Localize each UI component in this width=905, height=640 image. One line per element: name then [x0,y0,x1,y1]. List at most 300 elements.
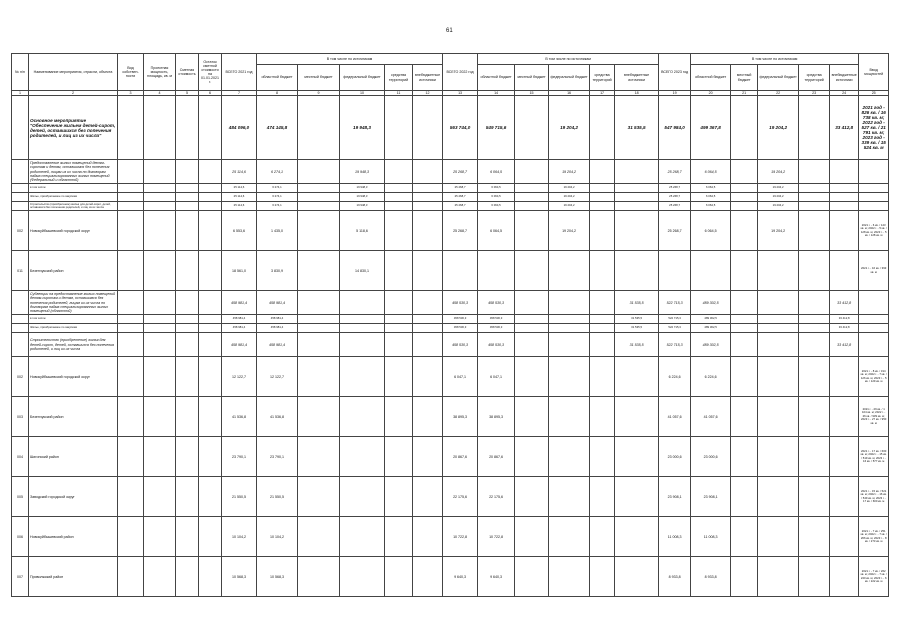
value-cell: 19 948,3 [340,184,385,193]
value-cell: 25 114,6 [222,193,257,202]
value-cell [515,160,549,184]
row-name-cell: Шигонский район [29,437,118,477]
value-cell: 38 895,3 [443,397,478,437]
value-cell [590,477,615,517]
value-cell: 6 224,6 [691,357,731,397]
value-cell: 19 948,3 [340,202,385,211]
value-cell: 011 [12,251,29,291]
value-cell [515,333,549,357]
table-row [12,477,889,517]
value-cell: 549 715,6 [478,96,515,160]
value-cell: 8 933,8 [659,557,691,597]
table-row [12,324,889,333]
value-cell [590,397,615,437]
value-cell [515,211,549,251]
column-number: 12 [413,91,443,96]
value-cell: 14 830,1 [340,251,385,291]
value-cell [515,202,549,211]
value-cell: 6 274,1 [257,193,298,202]
row-name-cell: Основное мероприятие "Обеспечение жильем детей-сирот, детей, оставшихся без попечения родителей, и лиц из их числа" [29,96,118,160]
value-cell [118,251,144,291]
value-cell [385,211,413,251]
value-cell [199,437,222,477]
value-cell: 33 412,8 [830,96,859,160]
header-federal: федеральный бюджет [549,65,590,91]
value-cell [298,291,340,315]
value-cell [590,160,615,184]
row-name-cell: в том числе: [29,184,118,193]
value-cell [298,397,340,437]
value-cell: 458 981,4 [222,291,257,315]
value-cell [176,96,199,160]
value-cell [298,357,340,397]
value-cell [385,160,413,184]
value-cell [385,193,413,202]
value-cell [549,557,590,597]
value-cell [340,315,385,324]
value-cell: 458 981,4 [257,333,298,357]
value-cell [340,324,385,333]
value-cell [413,291,443,315]
value-cell: 19 204,2 [758,211,799,251]
value-cell: 458 530,3 [443,333,478,357]
capacity-cell [859,324,889,333]
value-cell [549,251,590,291]
header-capacity: Проектная мощность, площадь, кв. м [144,54,176,91]
value-cell: 25 268,7 [659,184,691,193]
value-cell: 499 367,8 [691,96,731,160]
header-vnebyudzh: внебюджетные источники [615,65,659,91]
value-cell [199,211,222,251]
value-cell [549,324,590,333]
value-cell [590,315,615,324]
value-cell [298,193,340,202]
value-cell [385,202,413,211]
value-cell [731,437,758,477]
value-cell [199,357,222,397]
value-cell: 6 064,5 [478,202,515,211]
value-cell: 22 175,6 [443,477,478,517]
value-cell [515,324,549,333]
value-cell: 12 122,7 [257,357,298,397]
value-cell [144,397,176,437]
value-cell: 9 640,3 [478,557,515,597]
header-group-2022: В том числе по источникам [478,54,659,65]
value-cell [515,437,549,477]
value-cell [515,517,549,557]
value-cell: 006 [12,517,29,557]
value-cell [413,96,443,160]
value-cell: 22 175,6 [478,477,515,517]
value-cell [515,184,549,193]
value-cell: 522 715,3 [659,315,691,324]
value-cell: 458 981,4 [222,333,257,357]
row-name-cell: Приволжский район [29,557,118,597]
header-mestny: местный бюджет [515,65,549,91]
value-cell [144,202,176,211]
value-cell: 6 047,1 [443,357,478,397]
header-sredstva: средства территорий [385,65,413,91]
value-cell [385,184,413,193]
capacity-cell: 2021 год - 826 кв. / 16 738 кв. м; 2022 год - 527 кв. / 21 791 кв. м; 2023 год - 339 кв. / 15 524 кв. м [859,96,889,160]
value-cell: 474 145,8 [257,96,298,160]
value-cell [590,193,615,202]
value-cell: 25 268,7 [443,184,478,193]
header-total-2021: ВСЕГО 2021 год [222,54,257,91]
value-cell: 10 722,8 [443,517,478,557]
value-cell [340,333,385,357]
value-cell [615,202,659,211]
value-cell [176,202,199,211]
value-cell [385,357,413,397]
value-cell [549,291,590,315]
value-cell [199,517,222,557]
value-cell [590,251,615,291]
value-cell [799,557,830,597]
value-cell: 9 640,3 [443,557,478,597]
value-cell [731,517,758,557]
value-cell [799,251,830,291]
value-cell [340,557,385,597]
value-cell [549,357,590,397]
value-cell [298,160,340,184]
value-cell: 458 530,3 [443,315,478,324]
table-row [12,357,889,397]
value-cell [590,184,615,193]
value-cell [298,477,340,517]
value-cell: 25 114,6 [222,202,257,211]
value-cell: 31 535,5 [615,315,659,324]
value-cell [118,357,144,397]
header-name: Наименование мероприятия, отрасли, объекта [29,54,118,91]
capacity-cell: 2021 г. - 16 кв. / 393 кв. м [859,251,889,291]
value-cell [118,184,144,193]
value-cell [731,324,758,333]
value-cell [799,211,830,251]
value-cell [12,291,29,315]
value-cell [144,333,176,357]
value-cell [758,324,799,333]
header-mestny: местный бюджет [298,65,340,91]
value-cell: 25 268,7 [443,211,478,251]
value-cell [549,397,590,437]
value-cell [799,202,830,211]
value-cell: 6 064,5 [691,160,731,184]
value-cell [12,184,29,193]
value-cell [199,324,222,333]
value-cell [830,251,859,291]
value-cell [144,193,176,202]
value-cell [549,315,590,324]
value-cell: 23 790,1 [257,437,298,477]
value-cell [298,184,340,193]
value-cell [549,477,590,517]
value-cell [144,211,176,251]
value-cell [340,397,385,437]
row-name-cell: Безенчукский район [29,251,118,291]
value-cell [176,160,199,184]
value-cell [118,96,144,160]
column-number: 4 [144,91,176,96]
value-cell [515,96,549,160]
value-cell [731,184,758,193]
value-cell [615,211,659,251]
header-vnebyudzh: внебюджетные источники [413,65,443,91]
value-cell [615,160,659,184]
value-cell [413,160,443,184]
value-cell: 25 268,7 [443,202,478,211]
value-cell: 38 895,3 [478,397,515,437]
value-cell [144,477,176,517]
header-federal: федеральный бюджет [340,65,385,91]
value-cell [413,315,443,324]
value-cell [549,437,590,477]
value-cell [830,357,859,397]
value-cell [590,96,615,160]
row-name-cell: Строительство (приобретение) жилья для детей-сирот, детей, оставшихся без попечения родителей, и лиц из их числа [29,333,118,357]
value-cell: 10 104,2 [222,517,257,557]
value-cell [385,437,413,477]
value-cell: 19 204,2 [549,96,590,160]
value-cell [615,557,659,597]
value-cell [385,517,413,557]
row-name-cell: Безенчукский район [29,397,118,437]
value-cell: 458 530,3 [478,324,515,333]
capacity-cell: 2021 г. - 8 кв. / 314 кв. м; 2022 г. - 7 кв. / 126 кв. м; 2023 г. - 5 кв. / 129 кв. м [859,357,889,397]
value-cell: 25 114,6 [222,184,257,193]
value-cell: 458 530,3 [443,291,478,315]
value-cell [590,517,615,557]
table-row [12,211,889,251]
value-cell: 458 530,3 [478,291,515,315]
column-number: 22 [758,91,799,96]
table-row [12,160,889,184]
value-cell [413,477,443,517]
value-cell [731,333,758,357]
value-cell [176,333,199,357]
value-cell: 004 [12,437,29,477]
value-cell: 6 274,1 [257,202,298,211]
value-cell: 007 [12,557,29,597]
header-num: № п/п [12,54,29,91]
value-cell: 19 204,2 [758,202,799,211]
value-cell: 522 715,3 [659,333,691,357]
value-cell [118,315,144,324]
value-cell [799,477,830,517]
header-mestny: местный бюджет [731,65,758,91]
value-cell [731,477,758,517]
value-cell [590,324,615,333]
value-cell [615,357,659,397]
value-cell [549,333,590,357]
value-cell: 25 268,7 [659,160,691,184]
capacity-cell: 2021 г. - 7 кв. / 251 кв. м; 2022 г. - 7 кв. / 266 кв. м; 2023 г. - 8 кв. / 273 кв. м [859,517,889,557]
value-cell [12,160,29,184]
value-cell [830,202,859,211]
value-cell: 458 530,3 [478,333,515,357]
value-cell [830,477,859,517]
capacity-cell [859,202,889,211]
value-cell [731,211,758,251]
value-cell: 21 550,5 [257,477,298,517]
value-cell [413,357,443,397]
row-name-cell: Субвенции на предоставление жилых помещений детям-сиротам и детям, оставшимся без попечения родителей, лицам из их числа по договорам найма специализированных жилых помещений (областной) [29,291,118,315]
column-number: 25 [859,91,889,96]
table-row [12,202,889,211]
value-cell: 19 204,2 [758,184,799,193]
value-cell: 19 204,2 [758,193,799,202]
value-cell [758,251,799,291]
value-cell [176,357,199,397]
value-cell [830,397,859,437]
value-cell [731,202,758,211]
table-row [12,184,889,193]
value-cell: 005 [12,477,29,517]
value-cell: 33 412,8 [830,333,859,357]
value-cell [385,324,413,333]
value-cell: 458 981,4 [257,324,298,333]
value-cell [176,291,199,315]
value-cell: 25 268,7 [659,211,691,251]
value-cell [413,184,443,193]
value-cell [176,211,199,251]
value-cell [731,193,758,202]
value-cell [590,437,615,477]
value-cell [298,324,340,333]
value-cell [298,333,340,357]
value-cell [590,557,615,597]
value-cell [413,202,443,211]
value-cell [176,193,199,202]
value-cell: 002 [12,211,29,251]
value-cell: 23 000,6 [691,437,731,477]
column-number: 18 [615,91,659,96]
value-cell: 10 104,2 [257,517,298,557]
capacity-cell: 2021 г. - 29 кв. / 1 104 кв. м; 2022 г. - 26 кв. / 939 кв. м; 2023 г. - 27 кв. / 950 кв. м [859,397,889,437]
value-cell [799,324,830,333]
value-cell: 6 064,5 [478,193,515,202]
value-cell: 484 096,0 [222,96,257,160]
value-cell [118,193,144,202]
header-group-2021: В том числе по источникам [257,54,443,65]
value-cell [515,557,549,597]
value-cell: 002 [12,357,29,397]
value-cell [758,517,799,557]
value-cell: 25 114,6 [222,160,257,184]
value-cell: 489 302,5 [691,315,731,324]
value-cell: 41 057,6 [659,397,691,437]
value-cell: 31 535,5 [615,333,659,357]
column-number: 10 [340,91,385,96]
value-cell [830,437,859,477]
table-row [12,251,889,291]
column-number: 24 [830,91,859,96]
column-number: 23 [799,91,830,96]
value-cell [144,315,176,324]
value-cell: 20 867,6 [443,437,478,477]
value-cell [144,251,176,291]
value-cell: 522 715,3 [659,291,691,315]
value-cell: 6 064,5 [478,160,515,184]
value-cell: 5 118,6 [340,211,385,251]
table-row [12,517,889,557]
value-cell [413,193,443,202]
value-cell [12,315,29,324]
value-cell: 11 008,3 [659,517,691,557]
value-cell: 6 274,1 [257,184,298,193]
value-cell [199,477,222,517]
value-cell [298,251,340,291]
value-cell [118,437,144,477]
value-cell [590,202,615,211]
row-name-cell: Строительство (приобретение) жилья для детей-сирот, детей, оставшихся без попечения родителей, и лиц из их числа [29,202,118,211]
value-cell [478,251,515,291]
column-number: 3 [118,91,144,96]
value-cell [199,315,222,324]
value-cell [118,324,144,333]
value-cell [385,333,413,357]
value-cell [731,291,758,315]
value-cell [340,291,385,315]
value-cell: 10 568,3 [257,557,298,597]
value-cell [799,315,830,324]
header-oblast: областной бюджет [257,65,298,91]
value-cell [118,517,144,557]
value-cell: 458 981,4 [257,315,298,324]
value-cell [176,477,199,517]
value-cell [758,557,799,597]
value-cell [731,315,758,324]
column-number: 2 [29,91,118,96]
value-cell: 458 981,4 [222,324,257,333]
header-cost: Сметная стоимость [176,54,199,91]
value-cell: 6 064,5 [691,193,731,202]
value-cell [298,437,340,477]
value-cell: 41 536,8 [222,397,257,437]
value-cell [413,557,443,597]
value-cell: 6 064,5 [478,211,515,251]
value-cell [731,397,758,437]
value-cell: 19 948,3 [340,96,385,160]
column-number: 5 [176,91,199,96]
value-cell [12,202,29,211]
value-cell: 19 948,3 [340,160,385,184]
capacity-cell: 2021 г. - 7 кв. / 262 кв. м; 2022 г. - 7 кв. / 240 кв. м; 2023 г. - 6 кв. / 222 кв. м [859,557,889,597]
value-cell: 6 064,5 [691,211,731,251]
value-cell [385,397,413,437]
row-name-cell: Жилье, приобретаемое по закупкам [29,324,118,333]
value-cell [515,193,549,202]
capacity-cell [859,160,889,184]
value-cell: 6 064,5 [691,202,731,211]
value-cell [12,324,29,333]
value-cell: 25 268,7 [659,202,691,211]
value-cell [118,202,144,211]
header-remaining: Остаток сметной стоимости на 01.01.2021 г. [199,54,222,91]
value-cell [830,193,859,202]
value-cell [590,291,615,315]
value-cell [176,517,199,557]
value-cell [144,324,176,333]
capacity-cell: 2021 г. - 15 кв. / 521 кв. м; 2022 г. - 16 кв. / 549 кв. м; 2023 г. - 17 кв. / 600 кв. м [859,477,889,517]
value-cell [615,184,659,193]
header-vvod: Ввод мощностей [859,54,889,91]
value-cell [176,251,199,291]
value-cell [413,251,443,291]
table-row [12,557,889,597]
value-cell [199,193,222,202]
value-cell [799,333,830,357]
